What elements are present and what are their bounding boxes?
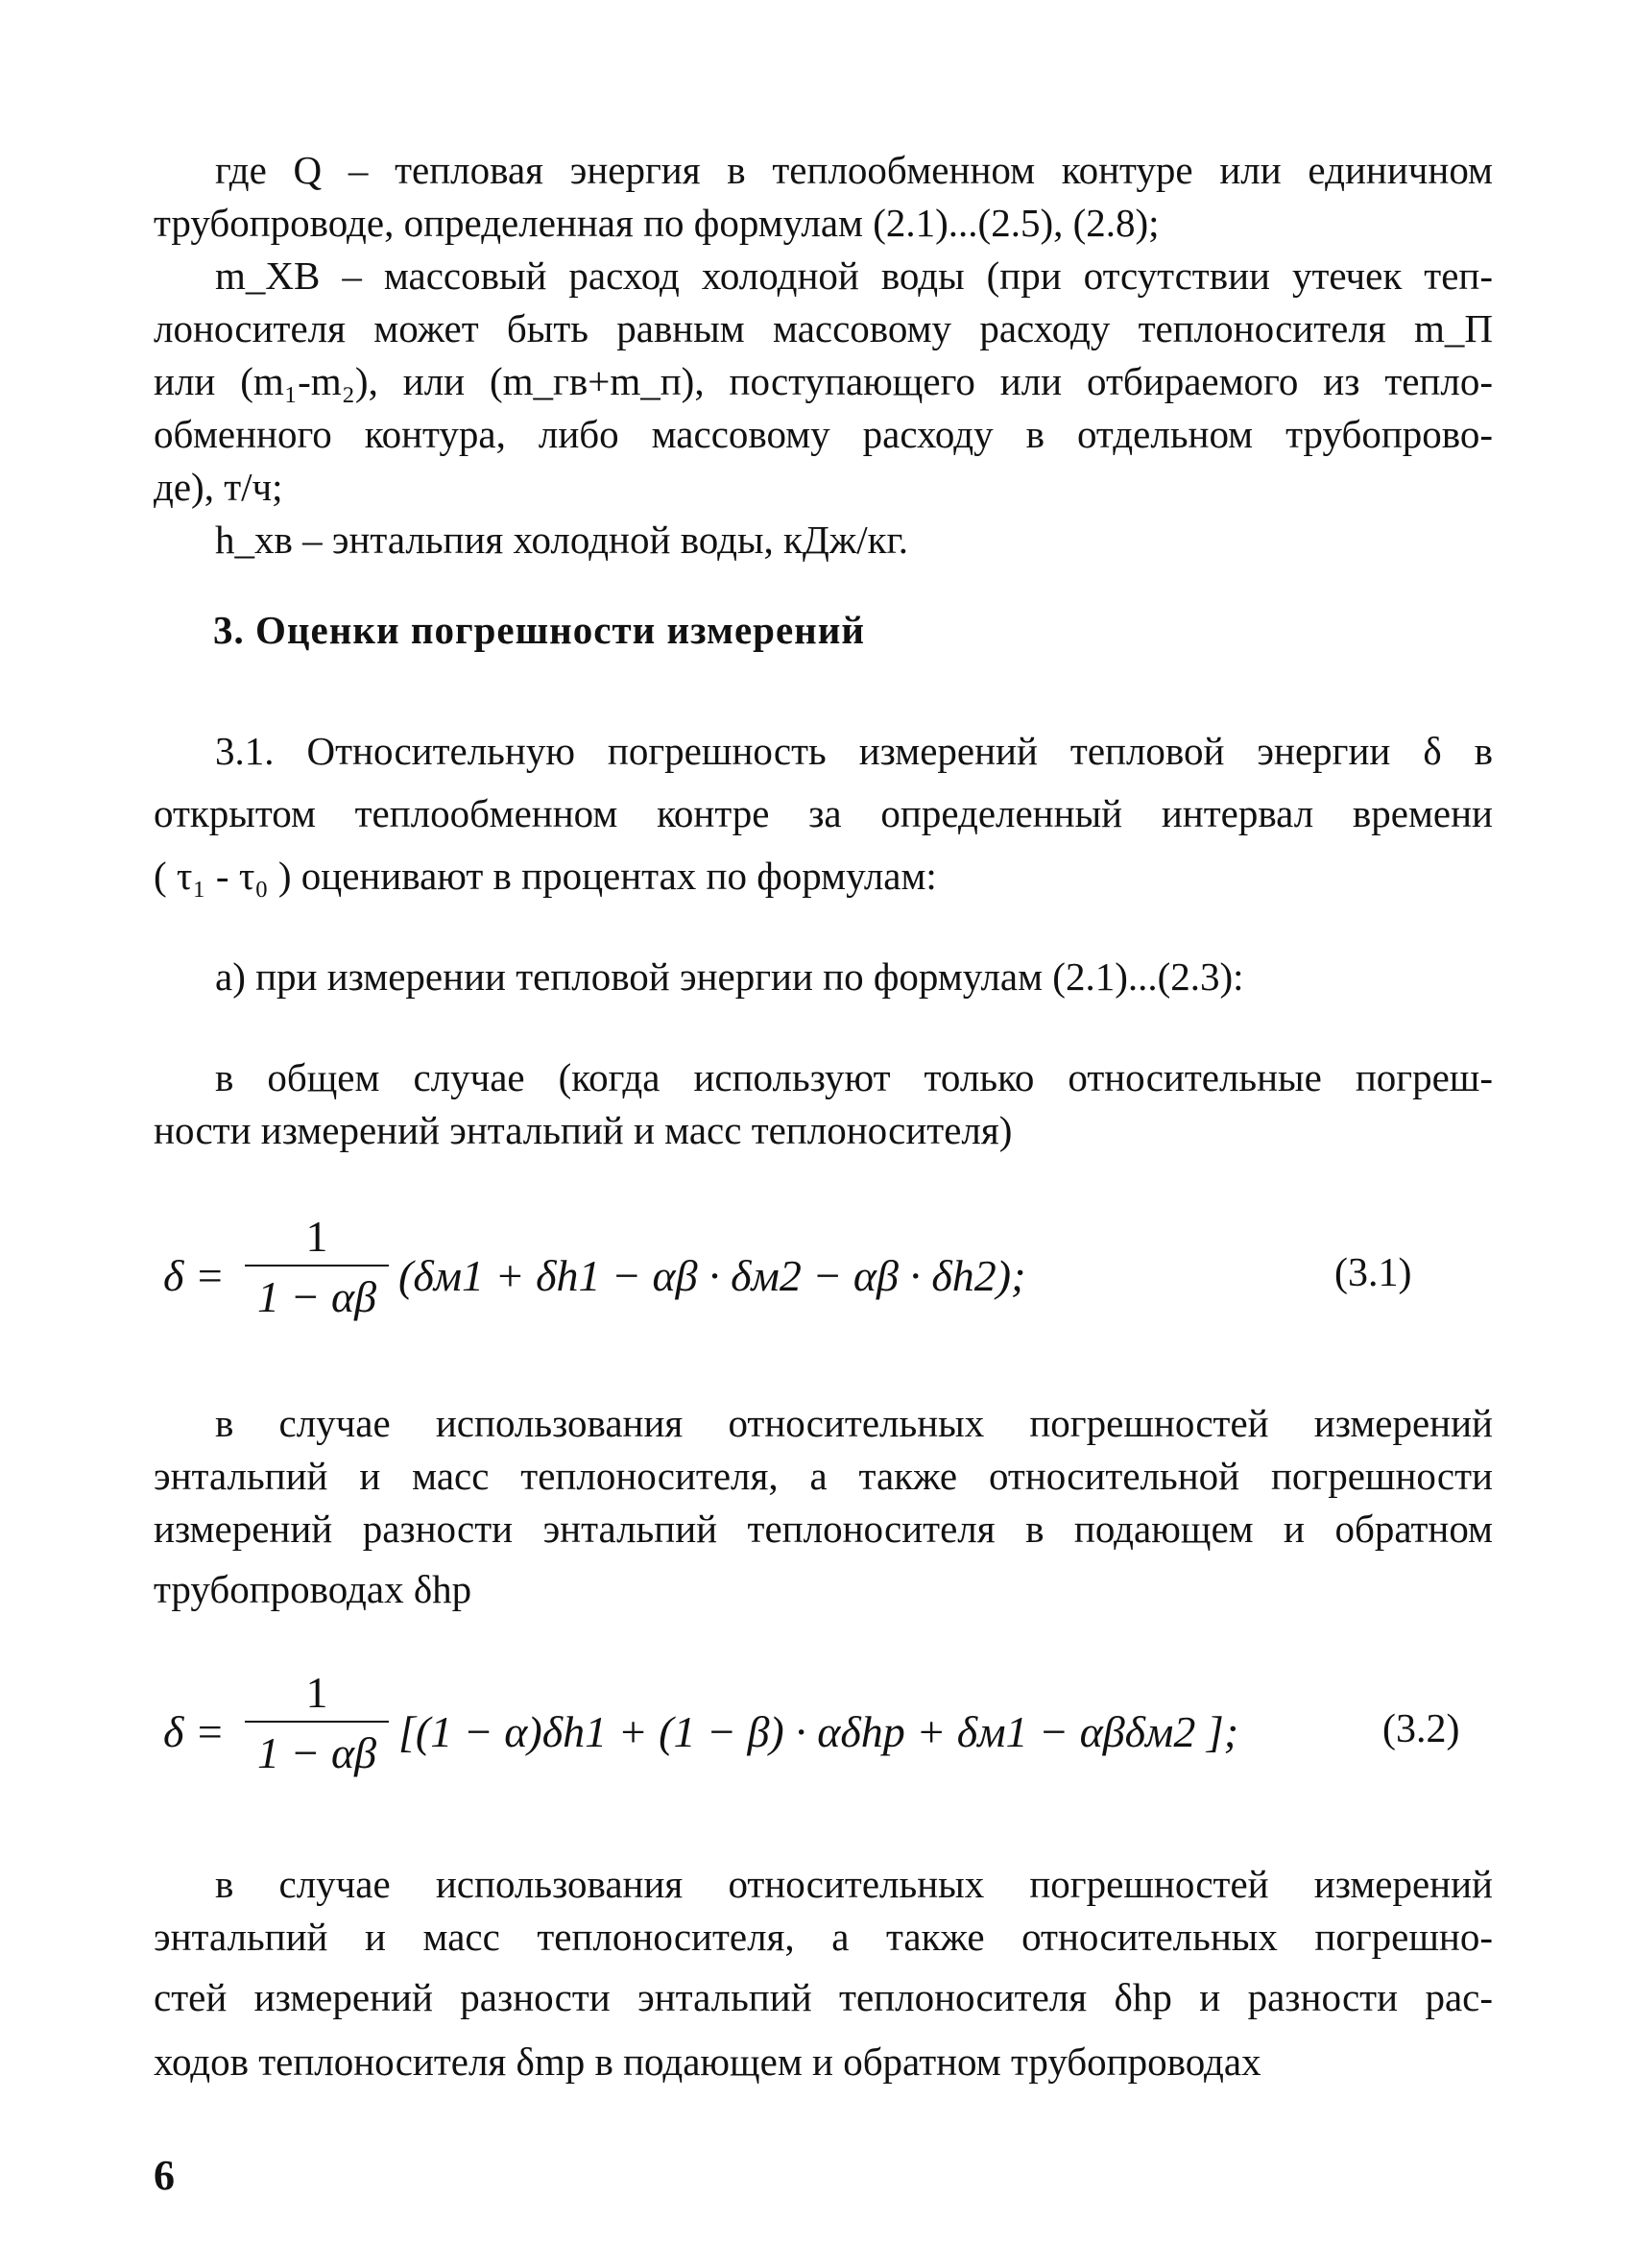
paragraph-definition-q	[154, 144, 1493, 250]
text-line: ходов теплоносителя δmp в подающем и обратном трубопроводах	[154, 2039, 1261, 2084]
section-heading: 3. Оценки погрешности измерений	[213, 608, 866, 652]
text-line: h_хв – энтальпия холодной воды, кДж/кг.	[215, 518, 908, 562]
paragraph-case-a	[154, 951, 1493, 1003]
formula-3-1	[154, 1210, 1498, 1354]
text-line: ности измерений энтальпий и масс теплоносителя)	[154, 1108, 1013, 1152]
fraction-denominator: 1 − αβ	[256, 1272, 377, 1321]
paragraph-definition-hxv	[154, 514, 1493, 567]
fraction-denominator: 1 − αβ	[256, 1728, 377, 1777]
fraction-numerator: 1	[305, 1212, 328, 1261]
fraction-bar	[245, 1721, 389, 1723]
text-line: открытом теплообменном контре за определенный интервал времени	[154, 791, 1493, 835]
formula-fraction	[245, 1210, 389, 1323]
text-line: измерений разности энтальпий теплоносителя в подающем и обратном	[154, 1507, 1493, 1551]
text-line: в случае использования относительных погрешностей измерений	[215, 1862, 1493, 1906]
equation-number: (3.1)	[1334, 1251, 1412, 1295]
formula-fraction	[245, 1666, 389, 1779]
text-line: де), т/ч;	[154, 465, 283, 509]
page-number: 6	[154, 2152, 175, 2199]
formula-3-2	[154, 1666, 1498, 1810]
text-line: в случае использования относительных погрешностей измерений	[215, 1401, 1493, 1445]
text-line: в общем случае (когда используют только относительные погреш-	[215, 1055, 1493, 1099]
text-line: стей измерений разности энтальпий теплоносителя δhp и разности рас-	[154, 1975, 1493, 2019]
text-line: ( τ₁ - τ₀ ) оценивают в процентах по формулам:	[154, 854, 937, 898]
text-line: трубопроводах δhp	[154, 1567, 472, 1611]
fraction-numerator: 1	[305, 1668, 328, 1717]
fraction-bar	[245, 1265, 389, 1267]
formula-lhs: δ =	[163, 1707, 225, 1756]
text-line: а) при измерении тепловой энергии по формулам (2.1)...(2.3):	[215, 954, 1244, 999]
text-line: m_ХВ – массовый расход холодной воды (при отсутствии утечек теп-	[215, 253, 1493, 298]
paragraph-definition-mxv	[154, 250, 1493, 514]
paragraph-case-hp-mp	[154, 1858, 1493, 2088]
text-line: лоносителя может быть равным массовому расходу теплоносителя m_П	[154, 306, 1493, 350]
text-line: энтальпий и масс теплоносителя, а также относительной погрешности	[154, 1454, 1493, 1498]
text-line: 3.1. Относительную погрешность измерений тепловой энергии δ в	[215, 729, 1493, 773]
paragraph-3-1	[154, 725, 1493, 903]
text-line: где Q – тепловая энергия в теплообменном контуре или единичном	[215, 148, 1493, 192]
text-line: трубопроводе, определенная по формулам (2.1)...(2.5), (2.8);	[154, 201, 1160, 245]
paragraph-general-case	[154, 1051, 1493, 1157]
text-line: или (m₁-m₂), или (m_гв+m_п), поступающего или отбираемого из тепло-	[154, 359, 1493, 403]
formula-lhs: δ =	[163, 1251, 225, 1300]
paragraph-case-hp	[154, 1397, 1493, 1616]
text-line: энтальпий и масс теплоносителя, а также относительных погрешно-	[154, 1915, 1493, 1959]
formula-rhs: [(1 − α)δh1 + (1 − β) · αδhp + δм1 − αβδм2 ];	[398, 1707, 1239, 1756]
formula-rhs: (δм1 + δh1 − αβ · δм2 − αβ · δh2);	[398, 1251, 1026, 1300]
equation-number: (3.2)	[1382, 1707, 1460, 1751]
text-line: обменного контура, либо массовому расходу в отдельном трубопрово-	[154, 412, 1493, 456]
